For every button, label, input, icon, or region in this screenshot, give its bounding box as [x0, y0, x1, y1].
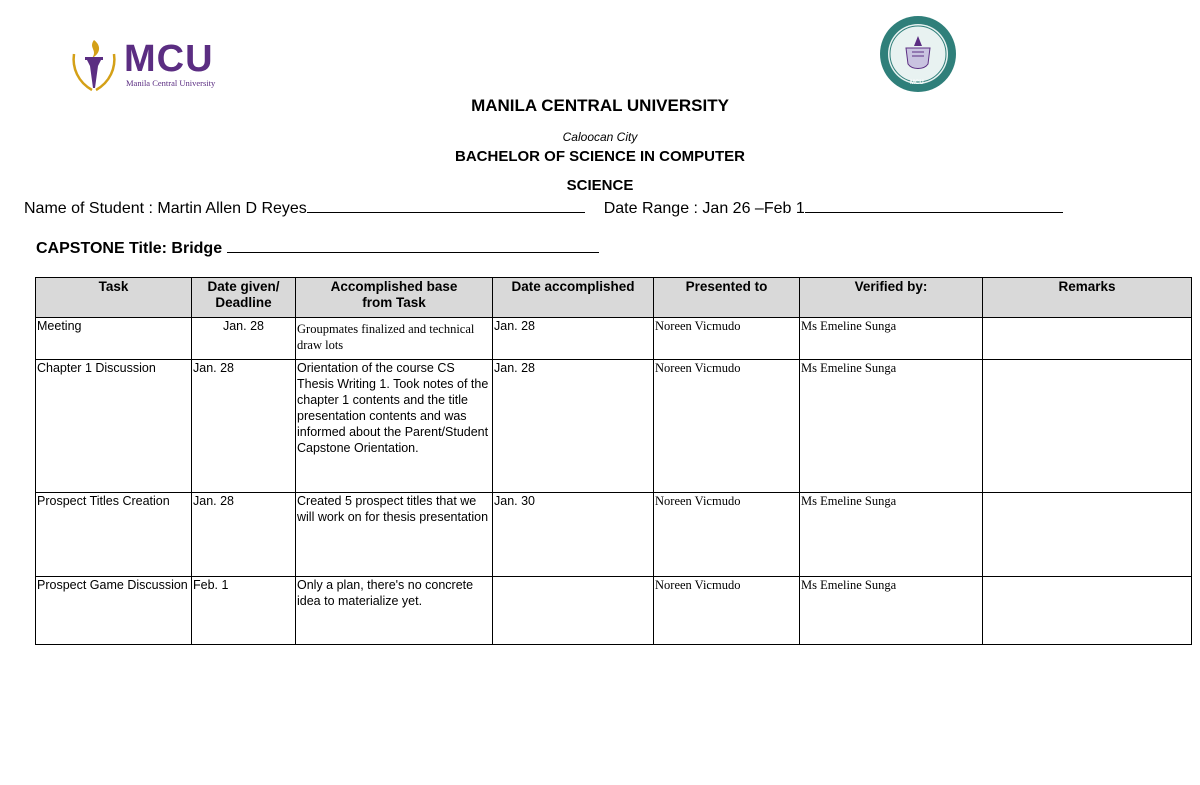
table-header-row [36, 278, 1192, 318]
header-date-given: Date given/ Deadline [192, 278, 296, 318]
logo-wordmark: MCU [124, 38, 214, 80]
logo-subtext: Manila Central University [126, 78, 216, 88]
cell-remarks [983, 577, 1192, 645]
cell-date-accomplished: Jan. 28 [493, 360, 654, 493]
university-name: MANILA CENTRAL UNIVERSITY [471, 96, 729, 115]
cell-date-given: Jan. 28 [192, 493, 296, 577]
mcu-logo [68, 36, 238, 96]
student-underline [307, 196, 585, 213]
cell-presented-to: Noreen Vicmudo [654, 493, 800, 577]
header-task: Task [36, 278, 192, 318]
cell-remarks [983, 493, 1192, 577]
program-line-1: BACHELOR OF SCIENCE IN COMPUTER [454, 148, 745, 165]
cell-accomplished: Groupmates finalized and technical draw lots [296, 318, 493, 360]
student-info-row [24, 196, 1063, 218]
seal-abbrev: MCU [910, 80, 924, 86]
program-line-2: SCIENCE [566, 177, 634, 194]
header-accomplished: Accomplished base from Task [296, 278, 493, 318]
header-remarks: Remarks [983, 278, 1192, 318]
cell-remarks [983, 360, 1192, 493]
cell-date-accomplished: Jan. 30 [493, 493, 654, 577]
cell-verified-by: Ms Emeline Sunga [800, 360, 983, 493]
city: Caloocan City [562, 130, 638, 144]
cell-accomplished: Only a plan, there's no concrete idea to materialize yet. [296, 577, 493, 645]
cell-verified-by: Ms Emeline Sunga [800, 577, 983, 645]
capstone-title: CAPSTONE Title: Bridge [36, 240, 223, 257]
capstone-title-row [36, 236, 599, 258]
cell-presented-to: Noreen Vicmudo [654, 360, 800, 493]
table-row [36, 577, 1192, 645]
date-range-underline [805, 196, 1063, 213]
student-name: Name of Student : Martin Allen D Reyes [24, 200, 307, 217]
cell-accomplished: Created 5 prospect titles that we will work on for thesis presentation [296, 493, 493, 577]
cell-verified-by: Ms Emeline Sunga [800, 493, 983, 577]
cell-task: Chapter 1 Discussion [36, 360, 192, 493]
cell-remarks [983, 318, 1192, 360]
cell-verified-by: Ms Emeline Sunga [800, 318, 983, 360]
cell-presented-to: Noreen Vicmudo [654, 577, 800, 645]
cell-presented-to: Noreen Vicmudo [654, 318, 800, 360]
header-verified-by: Verified by: [800, 278, 983, 318]
cell-task: Prospect Game Discussion [36, 577, 192, 645]
college-seal [878, 14, 958, 94]
capstone-underline [227, 236, 599, 253]
cell-date-given: Jan. 28 [192, 360, 296, 493]
table-row [36, 360, 1192, 493]
header-date-accomplished: Date accomplished [493, 278, 654, 318]
cell-date-given: Feb. 1 [192, 577, 296, 645]
header-presented-to: Presented to [654, 278, 800, 318]
cell-date-accomplished: Jan. 28 [493, 318, 654, 360]
date-range: Date Range : Jan 26 –Feb 1 [603, 200, 805, 217]
cell-accomplished: Orientation of the course CS Thesis Writing 1. Took notes of the chapter 1 contents and the title presentation contents and was informed about the Parent/Student Capstone Orientation. [296, 360, 493, 493]
table-row [36, 493, 1192, 577]
cell-task: Meeting [36, 318, 192, 360]
weekly-log-table [35, 277, 1192, 645]
cell-date-accomplished [493, 577, 654, 645]
cell-task: Prospect Titles Creation [36, 493, 192, 577]
table-row [36, 318, 1192, 360]
cell-date-given: Jan. 28 [192, 318, 296, 360]
